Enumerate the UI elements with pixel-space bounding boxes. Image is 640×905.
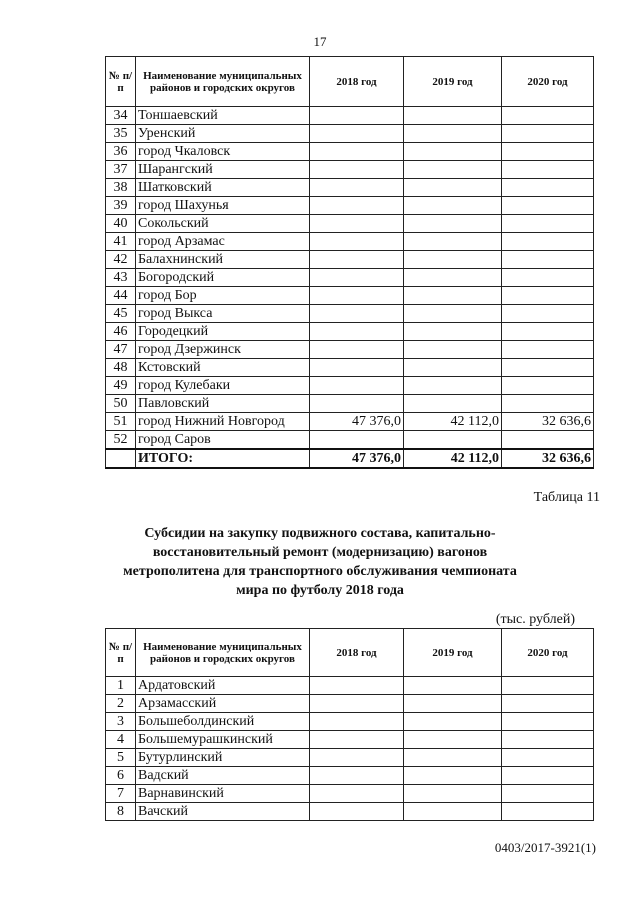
row-number: 4	[106, 731, 136, 749]
header-num: № п/п	[106, 629, 136, 677]
row-value-2019	[404, 161, 502, 179]
table2-body	[106, 677, 594, 821]
row-value-2019	[404, 431, 502, 450]
row-number: 51	[106, 413, 136, 431]
row-value-2018	[310, 695, 404, 713]
row-value-2020	[502, 269, 594, 287]
row-value-2019	[404, 785, 502, 803]
row-value-2020	[502, 359, 594, 377]
row-value-2020	[502, 287, 594, 305]
row-value-2019	[404, 179, 502, 197]
table-row	[106, 305, 594, 323]
row-value-2018	[310, 287, 404, 305]
row-value-2018	[310, 395, 404, 413]
total-row	[106, 449, 594, 468]
row-value-2020	[502, 749, 594, 767]
header-2018: 2018 год	[310, 629, 404, 677]
row-number: 6	[106, 767, 136, 785]
row-number: 42	[106, 251, 136, 269]
row-value-2019	[404, 125, 502, 143]
row-name: Бутурлинский	[136, 749, 310, 767]
document-code: 0403/2017-3921(1)	[494, 840, 596, 855]
row-value-2020	[502, 341, 594, 359]
row-value-2020: 32 636,6	[502, 413, 594, 431]
row-value-2020	[502, 107, 594, 125]
row-value-2019	[404, 251, 502, 269]
row-number: 39	[106, 197, 136, 215]
row-value-2018	[310, 359, 404, 377]
table-row	[106, 359, 594, 377]
row-name: город Дзержинск	[136, 341, 310, 359]
table-row	[106, 107, 594, 125]
row-name: город Нижний Новгород	[136, 413, 310, 431]
row-name: Ардатовский	[136, 677, 310, 695]
row-value-2019	[404, 233, 502, 251]
total-label: ИТОГО:	[136, 449, 310, 468]
row-value-2019	[404, 677, 502, 695]
row-value-2020	[502, 785, 594, 803]
row-value-2020	[502, 233, 594, 251]
total-num-cell	[106, 449, 136, 468]
row-value-2019	[404, 359, 502, 377]
row-value-2018	[310, 767, 404, 785]
row-number: 52	[106, 431, 136, 450]
row-name: Павловский	[136, 395, 310, 413]
table-row	[106, 677, 594, 695]
row-value-2020	[502, 767, 594, 785]
table-row	[106, 413, 594, 431]
row-value-2019	[404, 395, 502, 413]
row-number: 46	[106, 323, 136, 341]
table-row	[106, 785, 594, 803]
row-value-2019	[404, 767, 502, 785]
row-name: Вачский	[136, 803, 310, 821]
row-number: 3	[106, 713, 136, 731]
row-value-2020	[502, 395, 594, 413]
table-row	[106, 251, 594, 269]
row-value-2019	[404, 143, 502, 161]
header-2019: 2019 год	[404, 629, 502, 677]
row-value-2019	[404, 305, 502, 323]
row-number: 5	[106, 749, 136, 767]
table-row	[106, 377, 594, 395]
row-number: 7	[106, 785, 136, 803]
table-row	[106, 803, 594, 821]
row-number: 48	[106, 359, 136, 377]
row-name: город Чкаловск	[136, 143, 310, 161]
row-name: Арзамасский	[136, 695, 310, 713]
row-value-2018	[310, 731, 404, 749]
row-name: Большеболдинский	[136, 713, 310, 731]
row-value-2019	[404, 215, 502, 233]
row-name: Сокольский	[136, 215, 310, 233]
row-value-2019	[404, 269, 502, 287]
row-name: город Кулебаки	[136, 377, 310, 395]
table-row	[106, 767, 594, 785]
row-value-2019	[404, 713, 502, 731]
table-row	[106, 161, 594, 179]
row-value-2020	[502, 251, 594, 269]
row-value-2020	[502, 125, 594, 143]
row-number: 47	[106, 341, 136, 359]
row-number: 1	[106, 677, 136, 695]
row-number: 34	[106, 107, 136, 125]
table-row	[106, 269, 594, 287]
row-name: город Арзамас	[136, 233, 310, 251]
row-value-2020	[502, 803, 594, 821]
row-name: Тоншаевский	[136, 107, 310, 125]
row-number: 50	[106, 395, 136, 413]
row-name: Богородский	[136, 269, 310, 287]
row-value-2020	[502, 305, 594, 323]
table-row	[106, 215, 594, 233]
row-value-2019	[404, 323, 502, 341]
row-value-2018	[310, 233, 404, 251]
row-number: 38	[106, 179, 136, 197]
row-value-2020	[502, 215, 594, 233]
row-number: 49	[106, 377, 136, 395]
row-value-2019	[404, 749, 502, 767]
row-value-2020	[502, 143, 594, 161]
header-name: Наименование муниципальных районов и городских округов	[136, 629, 310, 677]
row-value-2018	[310, 215, 404, 233]
row-value-2020	[502, 677, 594, 695]
row-number: 44	[106, 287, 136, 305]
row-name: город Шахунья	[136, 197, 310, 215]
row-value-2018	[310, 125, 404, 143]
row-value-2020	[502, 713, 594, 731]
header-2018: 2018 год	[310, 57, 404, 107]
row-value-2020	[502, 695, 594, 713]
row-value-2018	[310, 713, 404, 731]
row-number: 45	[106, 305, 136, 323]
row-number: 41	[106, 233, 136, 251]
header-2020: 2020 год	[502, 57, 594, 107]
row-name: Уренский	[136, 125, 310, 143]
table-row	[106, 431, 594, 450]
row-number: 8	[106, 803, 136, 821]
row-value-2019	[404, 197, 502, 215]
row-name: Городецкий	[136, 323, 310, 341]
table-row	[106, 143, 594, 161]
row-value-2018	[310, 341, 404, 359]
row-value-2020	[502, 323, 594, 341]
row-value-2018	[310, 143, 404, 161]
subsidy-table-11	[105, 628, 594, 821]
table-row	[106, 287, 594, 305]
table-row	[106, 125, 594, 143]
row-value-2019	[404, 107, 502, 125]
row-name: город Бор	[136, 287, 310, 305]
row-value-2018	[310, 377, 404, 395]
row-number: 37	[106, 161, 136, 179]
row-name: город Саров	[136, 431, 310, 450]
row-value-2019	[404, 377, 502, 395]
row-value-2019	[404, 287, 502, 305]
row-name: Шарангский	[136, 161, 310, 179]
row-name: Варнавинский	[136, 785, 310, 803]
header-num: № п/п	[106, 57, 136, 107]
row-value-2020	[502, 197, 594, 215]
table-11-label: Таблица 11	[533, 490, 600, 505]
header-2019: 2019 год	[404, 57, 502, 107]
table-row	[106, 197, 594, 215]
row-value-2018	[310, 431, 404, 450]
table-row	[106, 395, 594, 413]
page-number: 17	[313, 34, 327, 49]
row-value-2018	[310, 323, 404, 341]
row-value-2019	[404, 341, 502, 359]
total-2019: 42 112,0	[404, 449, 502, 468]
table-row	[106, 179, 594, 197]
table-row	[106, 341, 594, 359]
row-value-2019	[404, 731, 502, 749]
row-number: 40	[106, 215, 136, 233]
row-name: Вадский	[136, 767, 310, 785]
row-value-2018: 47 376,0	[310, 413, 404, 431]
row-value-2018	[310, 749, 404, 767]
table-11-title: Субсидии на закупку подвижного состава, капитально-восстановительный ремонт (модернизацию) вагонов метрополитена для транспортного обслуживания чемпионата мира по футболу 2018 года	[123, 526, 517, 598]
table-row	[106, 731, 594, 749]
table-row	[106, 233, 594, 251]
total-2018: 47 376,0	[310, 449, 404, 468]
row-value-2018	[310, 785, 404, 803]
row-name: Балахнинский	[136, 251, 310, 269]
row-number: 36	[106, 143, 136, 161]
table-row	[106, 323, 594, 341]
units-label: (тыс. рублей)	[495, 612, 575, 627]
row-value-2020	[502, 161, 594, 179]
row-value-2020	[502, 377, 594, 395]
row-value-2018	[310, 179, 404, 197]
row-value-2018	[310, 161, 404, 179]
row-value-2018	[310, 197, 404, 215]
row-value-2018	[310, 305, 404, 323]
table-row	[106, 713, 594, 731]
row-value-2020	[502, 431, 594, 450]
row-name: Кстовский	[136, 359, 310, 377]
header-name: Наименование муниципальных районов и городских округов	[136, 57, 310, 107]
row-value-2020	[502, 179, 594, 197]
row-number: 43	[106, 269, 136, 287]
table-row	[106, 695, 594, 713]
row-value-2019	[404, 803, 502, 821]
row-value-2018	[310, 251, 404, 269]
row-value-2020	[502, 731, 594, 749]
row-value-2018	[310, 107, 404, 125]
row-number: 2	[106, 695, 136, 713]
row-value-2018	[310, 677, 404, 695]
row-value-2018	[310, 803, 404, 821]
row-name: Шатковский	[136, 179, 310, 197]
table1-body	[106, 107, 594, 450]
row-value-2019	[404, 695, 502, 713]
row-value-2018	[310, 269, 404, 287]
total-2020: 32 636,6	[502, 449, 594, 468]
row-number: 35	[106, 125, 136, 143]
row-name: Большемурашкинский	[136, 731, 310, 749]
subsidy-table-10	[105, 56, 594, 469]
row-value-2019: 42 112,0	[404, 413, 502, 431]
row-name: город Выкса	[136, 305, 310, 323]
table-row	[106, 749, 594, 767]
header-2020: 2020 год	[502, 629, 594, 677]
